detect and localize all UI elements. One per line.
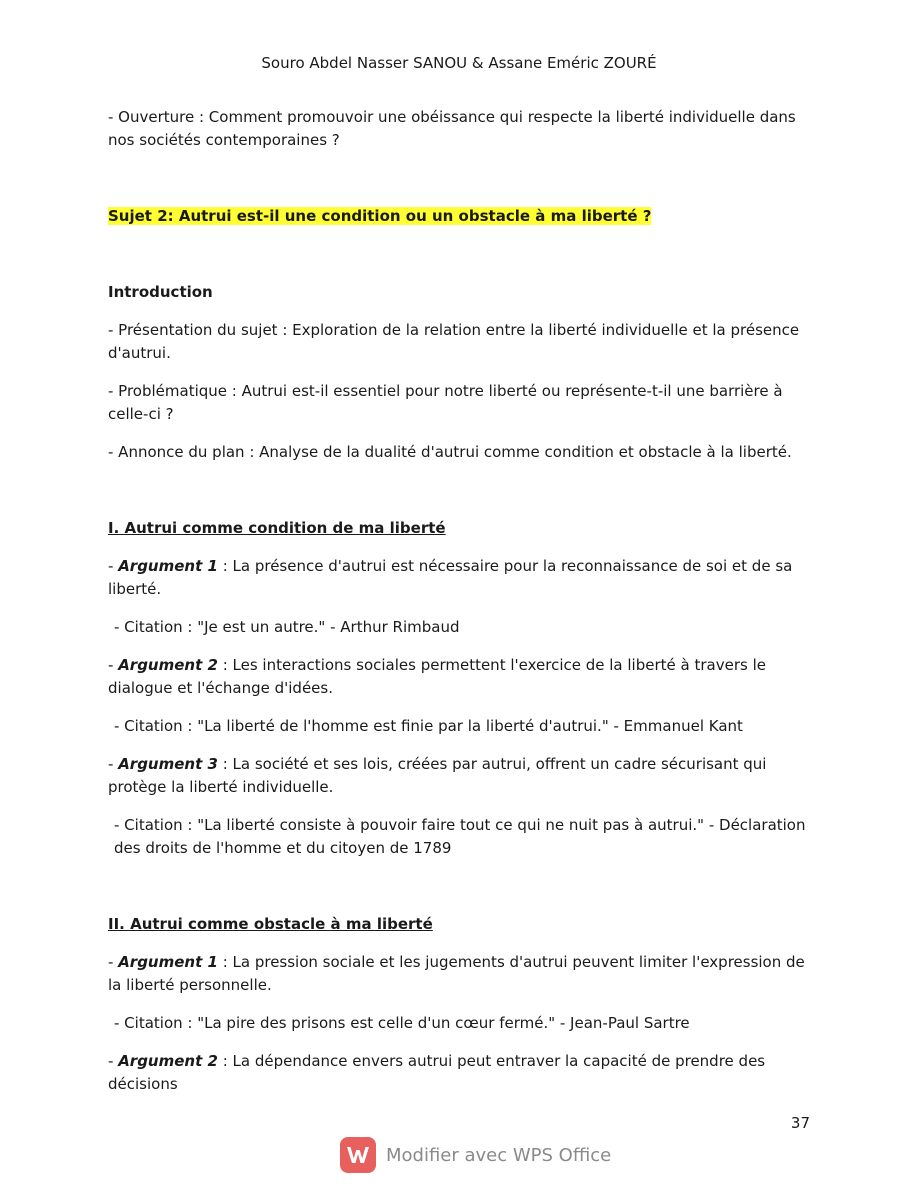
part2-argument-2	[108, 1050, 820, 1096]
part2-citation-1: - Citation : "La pire des prisons est celle d'un cœur fermé." - Jean-Paul Sartre	[114, 1014, 690, 1032]
part1-argument-3	[108, 753, 820, 799]
part1-citation-3: - Citation : "La liberté consiste à pouvoir faire tout ce qui ne nuit pas à autrui." - Déclaration des droits de l'homme et du citoyen de 1789	[114, 816, 806, 857]
argument-label: Argument 3	[118, 755, 218, 773]
argument-text: : Les interactions sociales permettent l'exercice de la liberté à travers le dialogue et l'échange d'idées.	[108, 656, 766, 697]
argument-prefix: -	[108, 1052, 119, 1070]
part1-citation-1: - Citation : "Je est un autre." - Arthur Rimbaud	[114, 618, 460, 636]
presentation-paragraph: - Présentation du sujet : Exploration de la relation entre la liberté individuelle et la présence d'autrui.	[108, 321, 800, 362]
part1-citation-2: - Citation : "La liberté de l'homme est finie par la liberté d'autrui." - Emmanuel Kant	[114, 717, 743, 735]
document-body	[108, 106, 820, 1111]
subject-paragraph	[108, 205, 820, 228]
part2-argument-1	[108, 951, 820, 997]
argument-label: Argument 2	[118, 656, 218, 674]
part2-heading: II. Autrui comme obstacle à ma liberté	[108, 915, 433, 933]
argument-label: Argument 2	[118, 1052, 218, 1070]
argument-text: : La dépendance envers autrui peut entraver la capacité de prendre des décisions	[108, 1052, 766, 1093]
part1-argument-2	[108, 654, 820, 700]
subject-highlight: Sujet 2: Autrui est-il une condition ou un obstacle à ma liberté ?	[108, 207, 652, 225]
argument-text: : La pression sociale et les jugements d'autrui peuvent limiter l'expression de la liberté personnelle.	[108, 953, 805, 994]
introduction-heading: Introduction	[108, 283, 213, 301]
argument-prefix: -	[108, 953, 119, 971]
argument-prefix: -	[108, 755, 119, 773]
argument-text: : La présence d'autrui est nécessaire pour la reconnaissance de soi et de sa liberté.	[108, 557, 793, 598]
wps-logo-icon	[340, 1137, 376, 1173]
part1-heading: I. Autrui comme condition de ma liberté	[108, 519, 446, 537]
argument-prefix: -	[108, 557, 119, 575]
argument-text: : La société et ses lois, créées par autrui, offrent un cadre sécurisant qui protège la liberté individuelle.	[108, 755, 767, 796]
argument-label: Argument 1	[118, 557, 218, 575]
part1-argument-1	[108, 555, 820, 601]
argument-prefix: -	[108, 656, 119, 674]
wps-edit-text: Modifier avec WPS Office	[386, 1144, 612, 1166]
ouverture-paragraph: - Ouverture : Comment promouvoir une obéissance qui respecte la liberté individuelle dans nos sociétés contemporaines ?	[108, 108, 796, 149]
problematique-paragraph: - Problématique : Autrui est-il essentiel pour notre liberté ou représente-t-il une barrière à celle-ci ?	[108, 382, 783, 423]
page-header: Souro Abdel Nasser SANOU & Assane Eméric ZOURÉ	[261, 54, 657, 72]
wps-edit-link[interactable]	[340, 1136, 611, 1174]
page-number: 37	[790, 1114, 810, 1132]
argument-label: Argument 1	[118, 953, 218, 971]
annonce-paragraph: - Annonce du plan : Analyse de la dualité d'autrui comme condition et obstacle à la liberté.	[108, 443, 792, 461]
